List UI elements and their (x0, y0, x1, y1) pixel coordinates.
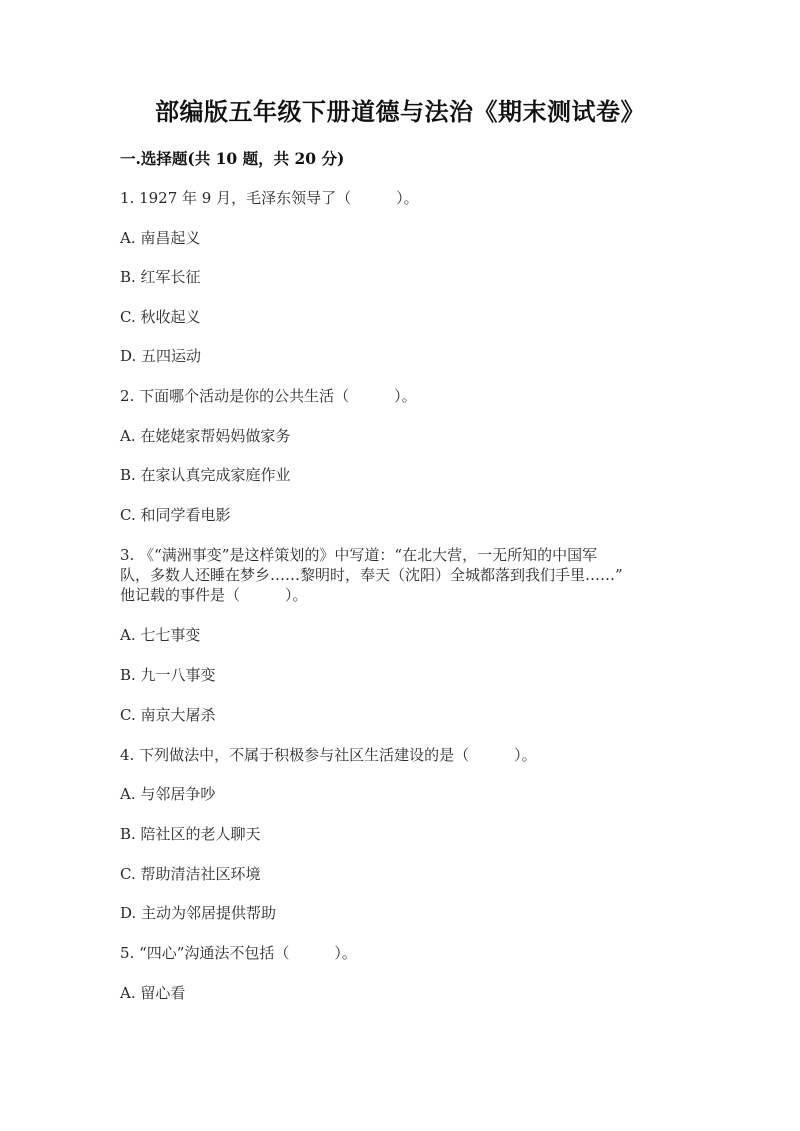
section-heading: 一.选择题(共 10 题，共 20 分) (120, 149, 345, 168)
question-1-option-b: B. 红军长征 (120, 268, 201, 286)
question-1-option-d: D. 五四运动 (120, 347, 202, 365)
question-3-stem-line-1: 3. 《“满洲事变”是这样策划的》中写道：“在北大营，一无所知的中国军 (120, 546, 598, 564)
question-4-option-b: B. 陪社区的老人聊天 (120, 825, 261, 843)
question-4-option-d: D. 主动为邻居提供帮助 (120, 904, 277, 922)
question-1-option-a: A. 南昌起义 (120, 229, 201, 247)
question-4-stem: 4. 下列做法中，不属于积极参与社区生活建设的是（ ）。 (120, 746, 537, 764)
question-3-stem (120, 545, 680, 605)
question-5-option-a: A. 留心看 (120, 984, 186, 1002)
document-title: 部编版五年级下册道德与法治《期末测试卷》 (155, 97, 645, 126)
question-5-stem: 5. “四心”沟通法不包括（ ）。 (120, 944, 357, 962)
question-3-option-a: A. 七七事变 (120, 626, 201, 644)
question-3-option-c: C. 南京大屠杀 (120, 706, 216, 724)
question-1-stem: 1. 1927 年 9 月，毛泽东领导了（ ）。 (120, 189, 419, 207)
question-3-stem-line-2: 队，多数人还睡在梦乡……黎明时，奉天（沈阳）全城都落到我们手里……” (120, 566, 623, 584)
question-3-stem-line-3: 他记载的事件是（ ）。 (120, 586, 308, 604)
question-4-option-a: A. 与邻居争吵 (120, 785, 216, 803)
question-1-option-c: C. 秋收起义 (120, 308, 201, 326)
question-2-option-a: A. 在姥姥家帮妈妈做家务 (120, 427, 291, 445)
question-2-option-b: B. 在家认真完成家庭作业 (120, 466, 291, 484)
question-2-option-c: C. 和同学看电影 (120, 506, 231, 524)
question-3-option-b: B. 九一八事变 (120, 666, 216, 684)
question-4-option-c: C. 帮助清洁社区环境 (120, 865, 261, 883)
question-2-stem: 2. 下面哪个活动是你的公共生活（ ）。 (120, 387, 417, 405)
